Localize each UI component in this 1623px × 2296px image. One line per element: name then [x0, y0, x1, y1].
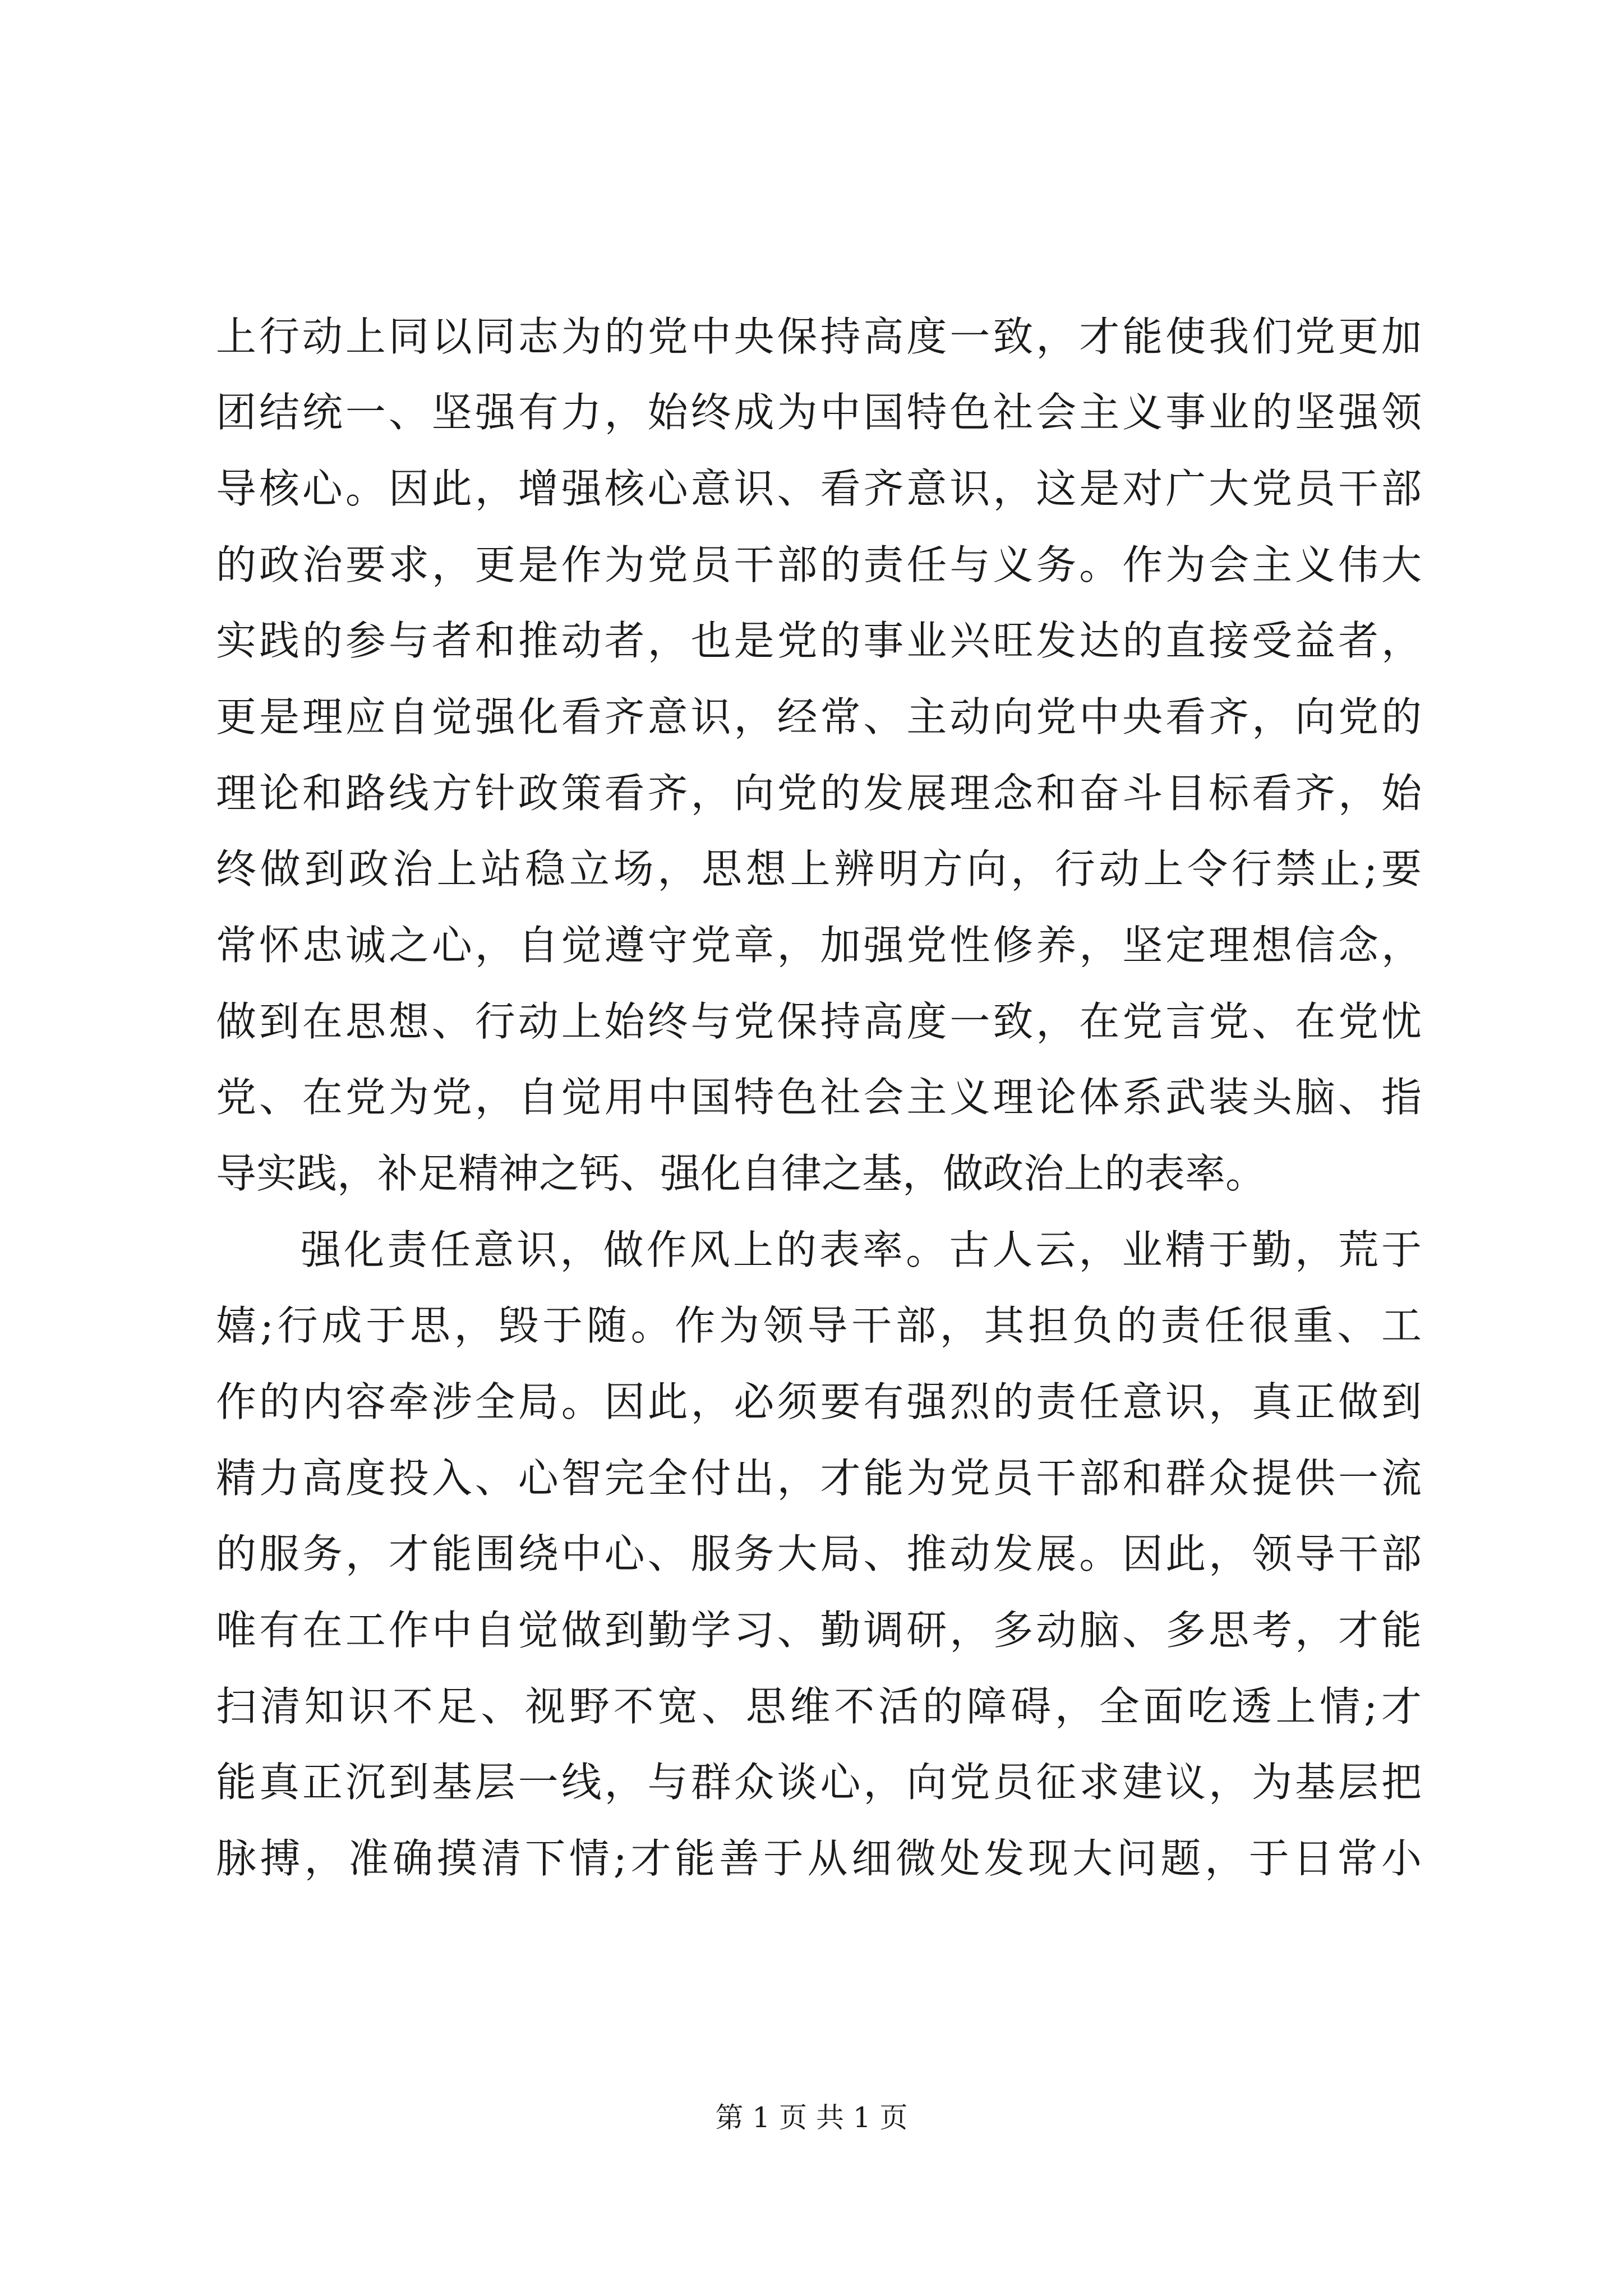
text-line: 更是理应自觉强化看齐意识，经常、主动向党中央看齐，向党的 — [216, 693, 1422, 740]
text-line: 导实践，补足精神之钙、强化自律之基，做政治上的表率。 — [216, 1150, 1266, 1197]
text-line: 脉搏，准确摸清下情;才能善于从细微处发现大问题，于日常小 — [216, 1835, 1422, 1882]
text-line: 终做到政治上站稳立场，思想上辨明方向，行动上令行禁止;要 — [216, 845, 1422, 892]
text-line: 实践的参与者和推动者，也是党的事业兴旺发达的直接受益者， — [216, 617, 1422, 664]
text-line: 导核心。因此，增强核心意识、看齐意识，这是对广大党员干部 — [216, 465, 1422, 512]
text-line: 党、在党为党，自觉用中国特色社会主义理论体系武装头脑、指 — [216, 1074, 1422, 1121]
text-line: 上行动上同以同志为的党中央保持高度一致，才能使我们党更加 — [216, 313, 1422, 360]
text-line: 做到在思想、行动上始终与党保持高度一致，在党言党、在党忧 — [216, 998, 1422, 1045]
text-line: 唯有在工作中自觉做到勤学习、勤调研，多动脑、多思考，才能 — [216, 1607, 1422, 1654]
text-line: 的政治要求，更是作为党员干部的责任与义务。作为会主义伟大 — [216, 541, 1422, 588]
text-line: 理论和路线方针政策看齐，向党的发展理念和奋斗目标看齐，始 — [216, 770, 1422, 817]
text-line: 能真正沉到基层一线，与群众谈心，向党员征求建议，为基层把 — [216, 1759, 1422, 1806]
text-line: 常怀忠诚之心，自觉遵守党章，加强党性修养，坚定理想信念， — [216, 922, 1422, 969]
text-line: 嬉;行成于思，毁于随。作为领导干部，其担负的责任很重、工 — [216, 1302, 1422, 1349]
page-footer: 第 1 页 共 1 页 — [715, 2101, 908, 2134]
text-line: 作的内容牵涉全局。因此，必须要有强烈的责任意识，真正做到 — [216, 1378, 1422, 1425]
text-line: 强化责任意识，做作风上的表率。古人云，业精于勤，荒于 — [301, 1226, 1422, 1273]
text-line: 的服务，才能围绕中心、服务大局、推动发展。因此，领导干部 — [216, 1530, 1422, 1577]
text-line: 扫清知识不足、视野不宽、思维不活的障碍，全面吃透上情;才 — [216, 1683, 1422, 1730]
text-line: 团结统一、坚强有力，始终成为中国特色社会主义事业的坚强领 — [216, 389, 1422, 436]
text-line: 精力高度投入、心智完全付出，才能为党员干部和群众提供一流 — [216, 1455, 1422, 1502]
